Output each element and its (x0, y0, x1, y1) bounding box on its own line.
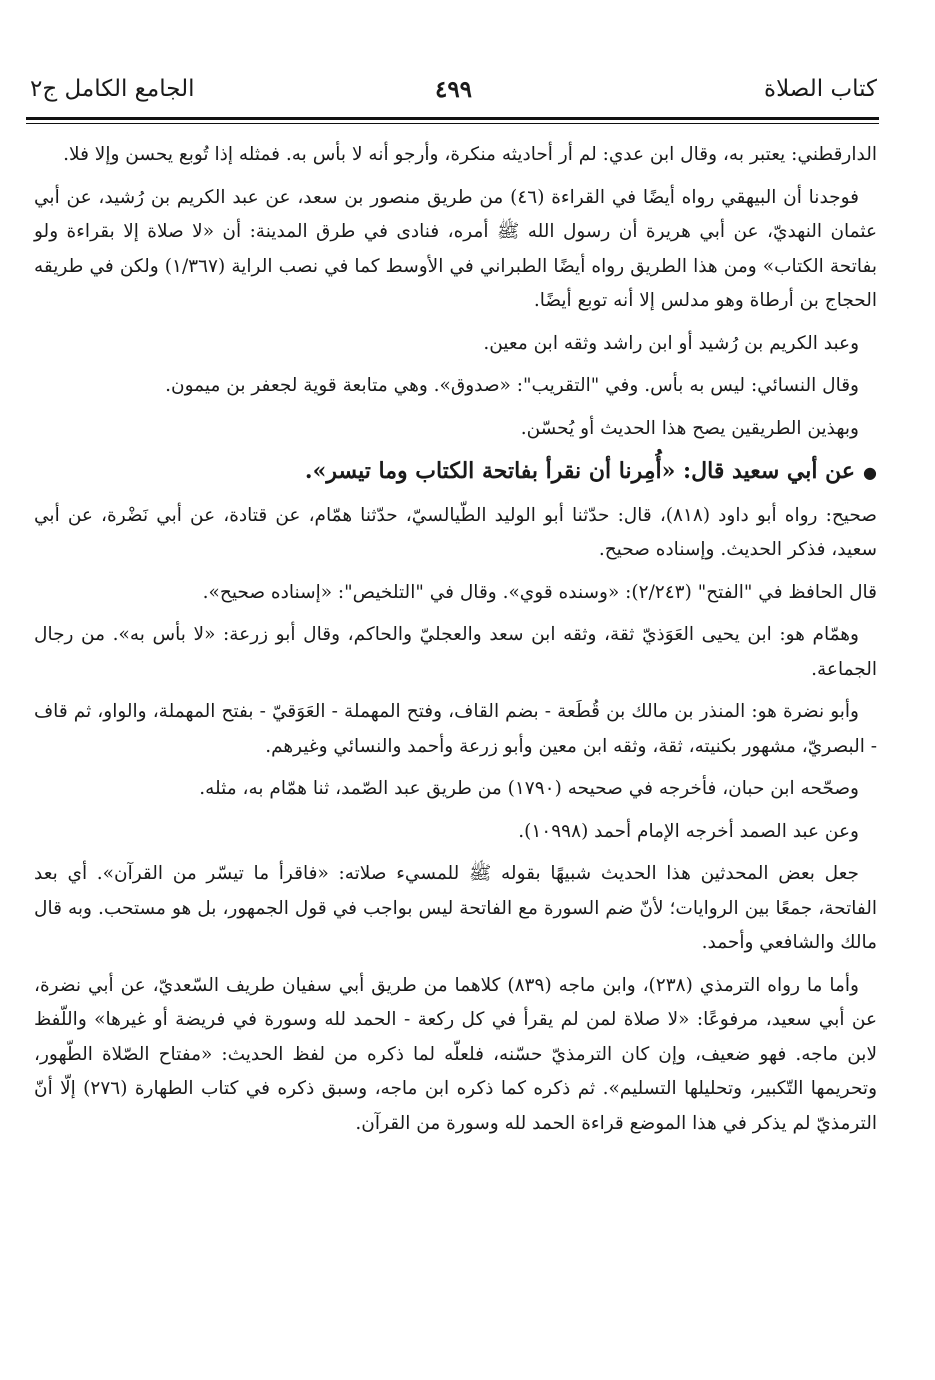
chapter-title: كتاب الصلاة (764, 76, 877, 102)
page-body (34, 138, 877, 1149)
paragraph: وأبو نضرة هو: المنذر بن مالك بن قُطَعة - بضم القاف، وفتح المهملة - العَوَقيّ - بفتح المهملة، والواو، ثم قاف - البصريّ، مشهور بكنيته، ثقة، وثقه ابن معين وأبو زرعة وأحمد والنسائي وغيرهم. (34, 701, 877, 757)
paragraph: وأما ما رواه الترمذي (٢٣٨)، وابن ماجه (٨٣٩) كلاهما من طريق أبي سفيان طريف السّعديّ، عن أبي نضرة، عن أبي سعيد، مرفوعًا: «لا صلاة لمن لم يقرأ في كل ركعة - الحمد لله وسورة في فريضة أو غيرها» واللّفظ لابن ماجه. فهو ضعيف، وإن كان الترمذيّ حسّنه، فلعلّه لما ذكره من لفظ الحديث: «مفتاح الصّلاة الطّهور، وتحريمها التّكبير، وتحليلها التسليم». ثم ذكره كما ذكره ابن ماجه، وسبق ذكره في كتاب الطهارة (٢٧٦) إلّا أنّ الترمذيّ لم يذكر في هذا الموضع قراءة الحمد لله وسورة من القرآن. (34, 974, 877, 1134)
paragraph: الدارقطني: يعتبر به، وقال ابن عدي: لم أر أحاديثه منكرة، وأرجو أنه لا بأس به. فمثله إذا تُوبع يحسن وإلا فلا. (63, 144, 877, 165)
hadith-heading (34, 454, 877, 491)
paragraph: وعن عبد الصمد أخرجه الإمام أحمد (١٠٩٩٨). (518, 820, 859, 842)
paragraph: وهمّام هو: ابن يحيى العَوَذيّ ثقة، وثقه ابن سعد والعجليّ والحاكم، وقال أبو زرعة: «لا بأس به». من رجال الجماعة. (34, 624, 877, 680)
paragraph: وبهذين الطريقين يصح هذا الحديث أو يُحسّن. (520, 417, 859, 439)
paragraph: فوجدنا أن البيهقي رواه أيضًا في القراءة (٤٦) من طريق منصور بن سعد، عن عبد الكريم بن رُشيد، عن أبي عثمان النهديّ، عن أبي هريرة أن رسول الله ﷺ أمره، فنادى في طرق المدينة: أن «لا صلاة إلا بقراءة ولو بفاتحة الكتاب» ومن هذا الطريق رواه أيضًا الطبراني في الأوسط كما في نصب الراية (١/٣٦٧) ولكن في طريقه الحجاج بن أرطاة وهو مدلس إلا أنه توبع أيضًا. (34, 186, 877, 311)
paragraph: قال الحافظ في "الفتح" (٢/٢٤٣): «وسنده قوي». وقال في "التلخيص": «إسناده صحيح». (202, 581, 877, 603)
bullet-icon: ● (863, 463, 877, 482)
book-title: الجامع الكامل ج٢ (30, 76, 195, 102)
paragraph: وقال النسائي: ليس به بأس. وفي "التقريب": «صدوق». وهي متابعة قوية لجعفر بن ميمون. (165, 375, 859, 396)
page-header (30, 72, 877, 112)
header-rule-thick (26, 117, 879, 120)
paragraph: وعبد الكريم بن رُشيد أو ابن راشد وثقه ابن معين. (483, 332, 859, 354)
header-rule-thin (26, 123, 879, 124)
paragraph: صحيح: رواه أبو داود (٨١٨)، قال: حدّثنا أبو الوليد الطّيالسيّ، حدّثنا همّام، عن قتادة، عن أبي نَضْرة، عن أبي سعيد، فذكر الحديث. وإسناده صحيح. (34, 504, 877, 560)
paragraph: جعل بعض المحدثين هذا الحديث شبيهًا بقوله ﷺ للمسيء صلاته: «فاقرأ ما تيسّر من القرآن». أي بعد الفاتحة، جمعًا بين الروايات؛ لأنّ ضم السورة مع الفاتحة ليس بواجب في قول الجمهور، بل هو مستحب. وبه قال مالك والشافعي وأحمد. (34, 863, 877, 953)
page-number: ٤٩٩ (434, 76, 473, 103)
paragraph: وصحّحه ابن حبان، فأخرجه في صحيحه (١٧٩٠) من طريق عبد الصّمد، ثنا همّام به، مثله. (199, 778, 859, 799)
hadith-text: عن أبي سعيد قال: «أُمِرنا أن نقرأ بفاتحة الكتاب وما تيسر». (304, 458, 856, 484)
